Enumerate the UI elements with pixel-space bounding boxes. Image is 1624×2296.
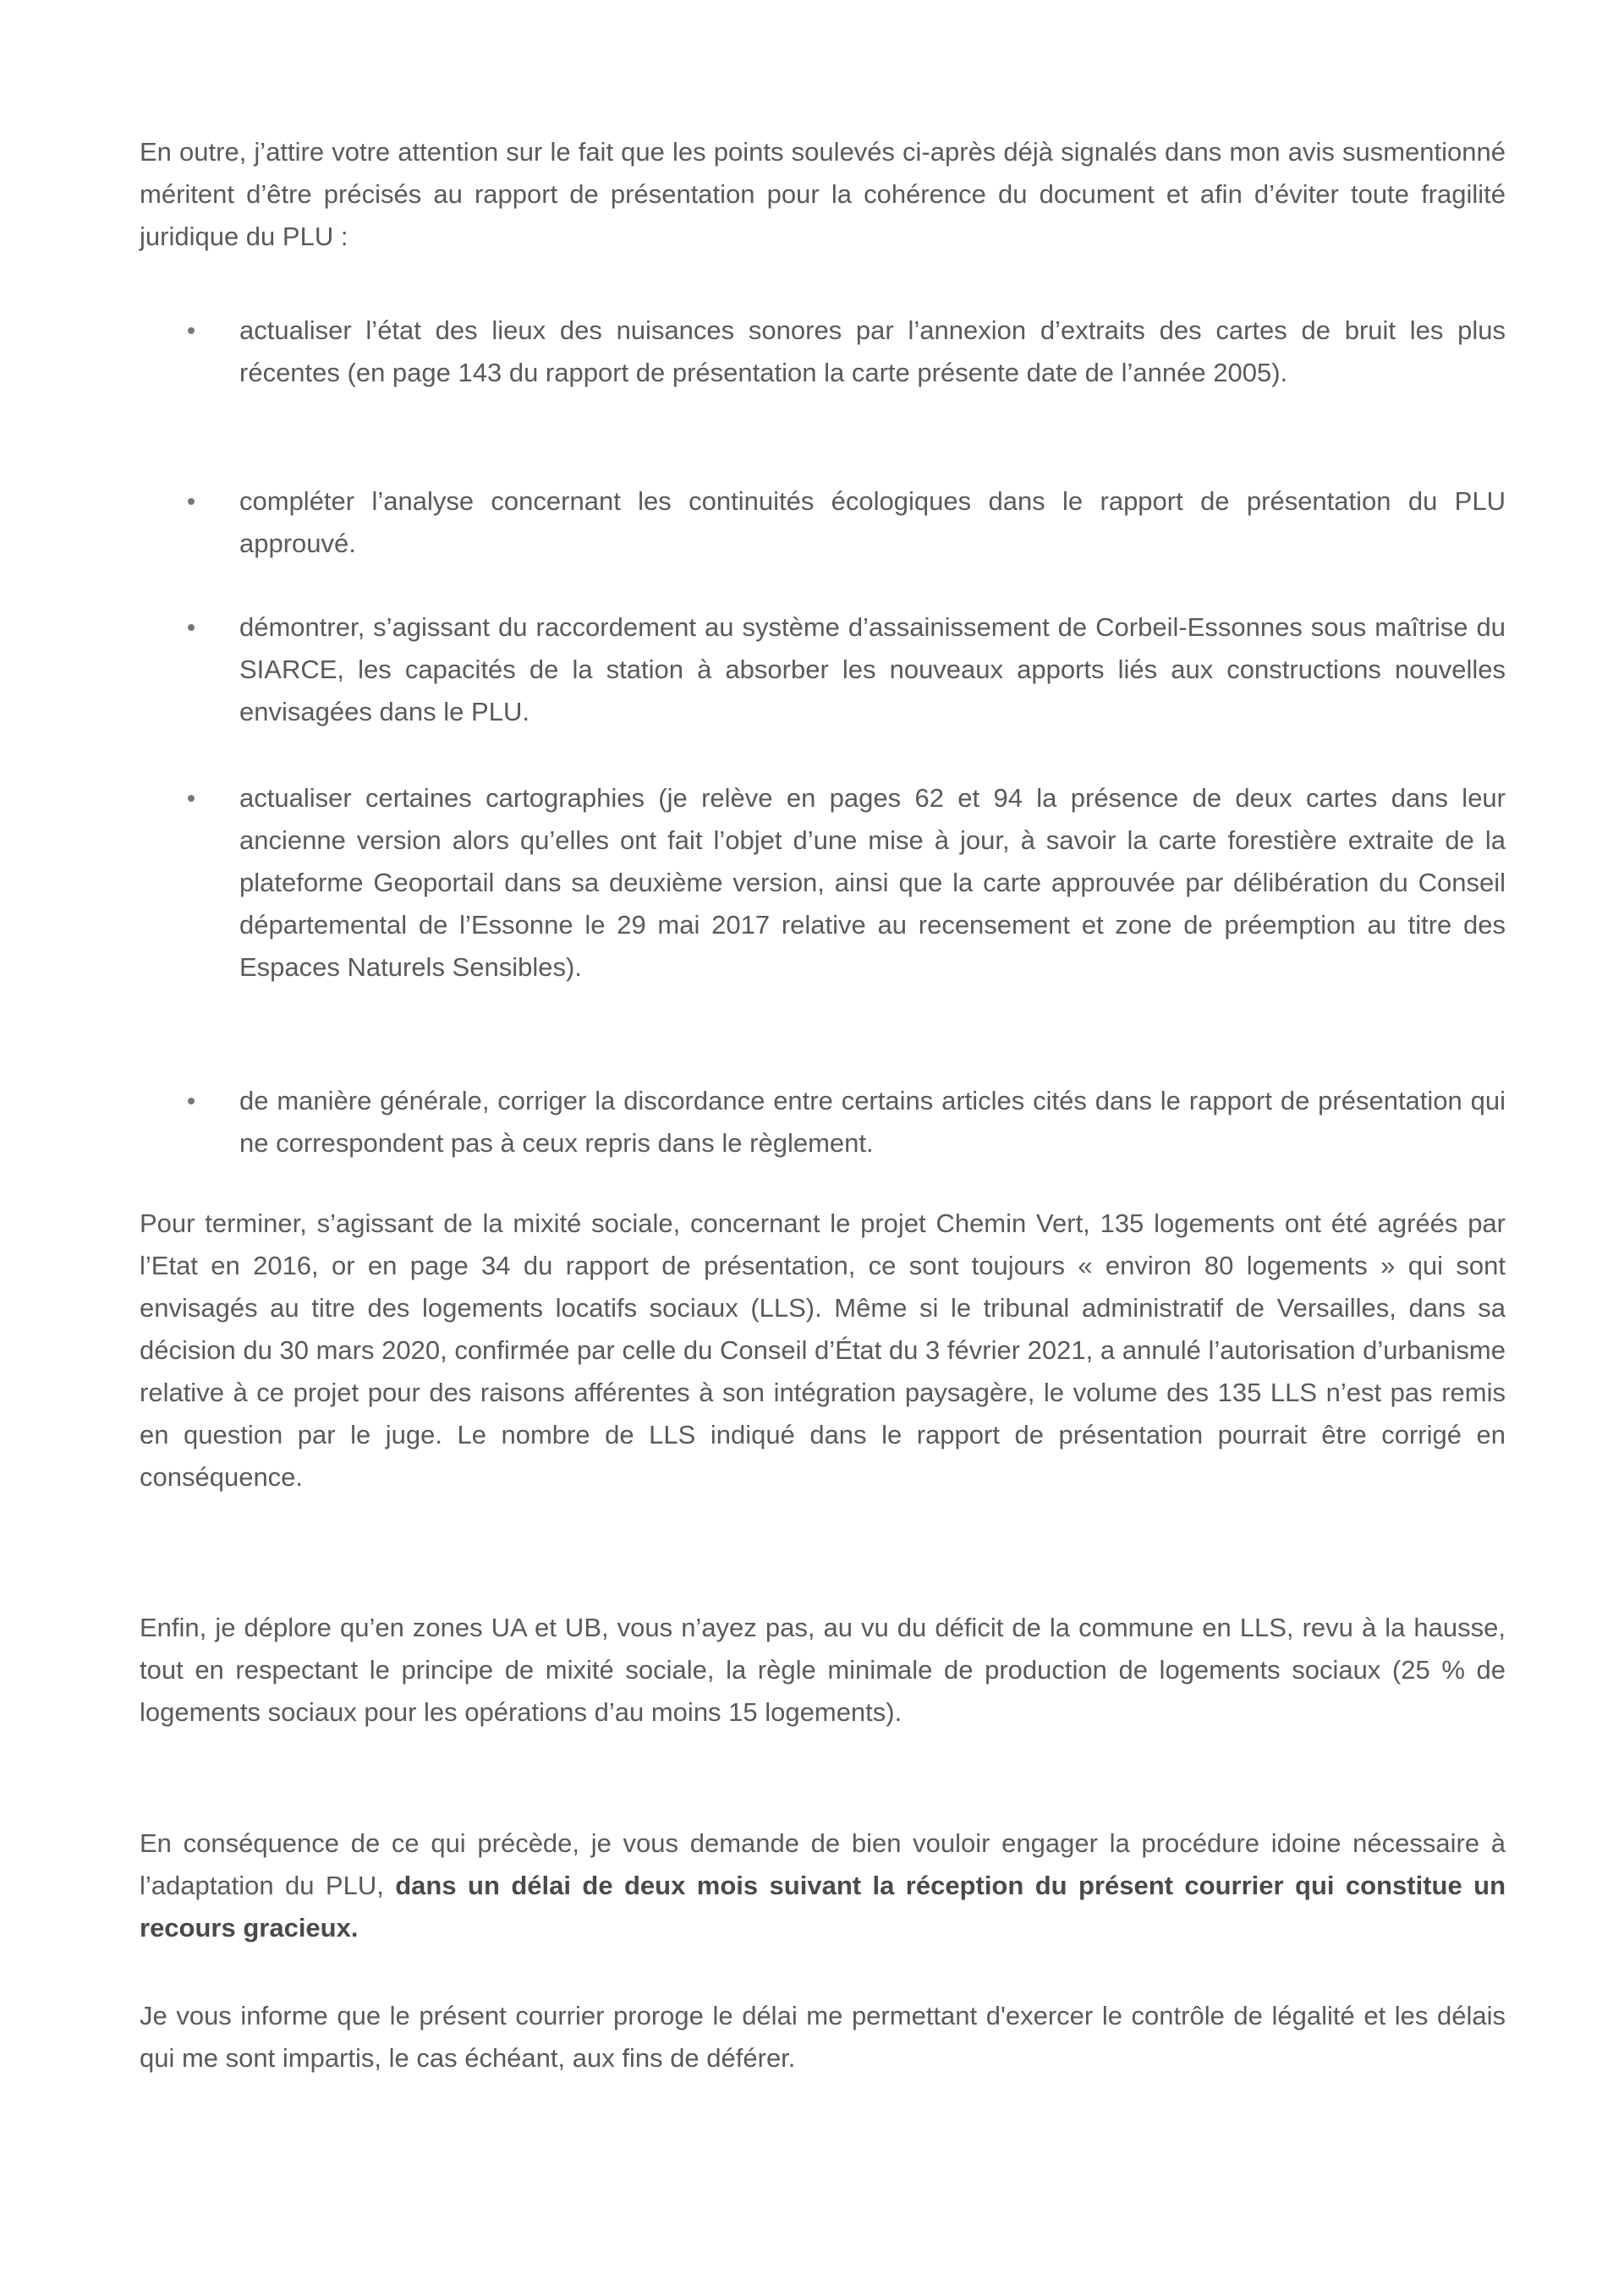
bullet-item: actualiser certaines cartographies (je relève en pages 62 et 94 la présence de deux cartes dans leur ancienne version alors qu’elles ont fait l’objet d’une mise à jour, à savoir la carte forestière extraite de la plateforme Geoportail dans sa deuxième version, ainsi que la carte approuvée par délibération du Conseil départemental de l’Essonne le 29 mai 2017 relative au recensement et zone de préemption au titre des Espaces Naturels Sensibles). [239,783,1506,982]
bullet-item: démontrer, s’agissant du raccordement au système d’assainissement de Corbeil-Essonnes sous maîtrise du SIARCE, les capacités de la station à absorber les nouveaux apports liés aux constructions nouvelles envisagées dans le PLU. [239,612,1506,726]
mixite-paragraph: Pour terminer, s’agissant de la mixité sociale, concernant le projet Chemin Vert, 135 logements ont été agréés par l’Etat en 2016, or en page 34 du rapport de présentation, ce sont toujours « environ 80 logements » qui sont envisagés au titre des logements locatifs sociaux (LLS). Même si le tribunal administratif de Versailles, dans sa décision du 30 mars 2020, confirmée par celle du Conseil d’État du 3 février 2021, a annulé l’autorisation d’urbanisme relative à ce projet pour des raisons afférentes à son intégration paysagère, le volume des 135 LLS n’est pas remis en question par le juge. Le nombre de LLS indiqué dans le rapport de présentation pourrait être corrigé en conséquence. [140,1208,1506,1492]
bullet-icon [188,795,195,802]
bullet-icon [188,327,195,334]
bullet-icon [188,498,195,505]
bullet-item: de manière générale, corriger la discordance entre certains articles cités dans le rapport de présentation qui ne correspondent pas à ceux repris dans le règlement. [239,1086,1506,1158]
bullet-item: actualiser l’état des lieux des nuisances sonores par l’annexion d’extraits des cartes de bruit les plus récentes (en page 143 du rapport de présentation la carte présente date de l’année 2005). [239,315,1506,387]
bullet-icon [188,624,195,631]
consequence-bold-text: dans un délai de deux mois suivant la réception du présent courrier qui constitue un recours gracieux. [140,1871,1506,1943]
final-paragraph: Je vous informe que le présent courrier proroge le délai me permettant d'exercer le contrôle de légalité et les délais qui me sont impartis, le cas échéant, aux fins de déférer. [140,2001,1506,2073]
enfin-paragraph: Enfin, je déplore qu’en zones UA et UB, vous n’ayez pas, au vu du déficit de la commune en LLS, revu à la hausse, tout en respectant le principe de mixité sociale, la règle minimale de production de logements sociaux (25 % de logements sociaux pour les opérations d’au moins 15 logements). [140,1613,1506,1727]
bullet-item: compléter l’analyse concernant les continuités écologiques dans le rapport de présentation du PLU approuvé. [239,486,1506,558]
bullet-icon [188,1098,195,1104]
intro-paragraph: En outre, j’attire votre attention sur le fait que les points soulevés ci-après déjà signalés dans mon avis susmentionné méritent d’être précisés au rapport de présentation pour la cohérence du document et afin d’éviter toute fragilité juridique du PLU : [140,137,1506,251]
consequence-text: En conséquence de ce qui précède, je vous demande de bien vouloir engager la procédure idoine nécessaire à l’adaptation du PLU, [140,1828,1506,1900]
consequence-paragraph [140,1822,1506,1949]
